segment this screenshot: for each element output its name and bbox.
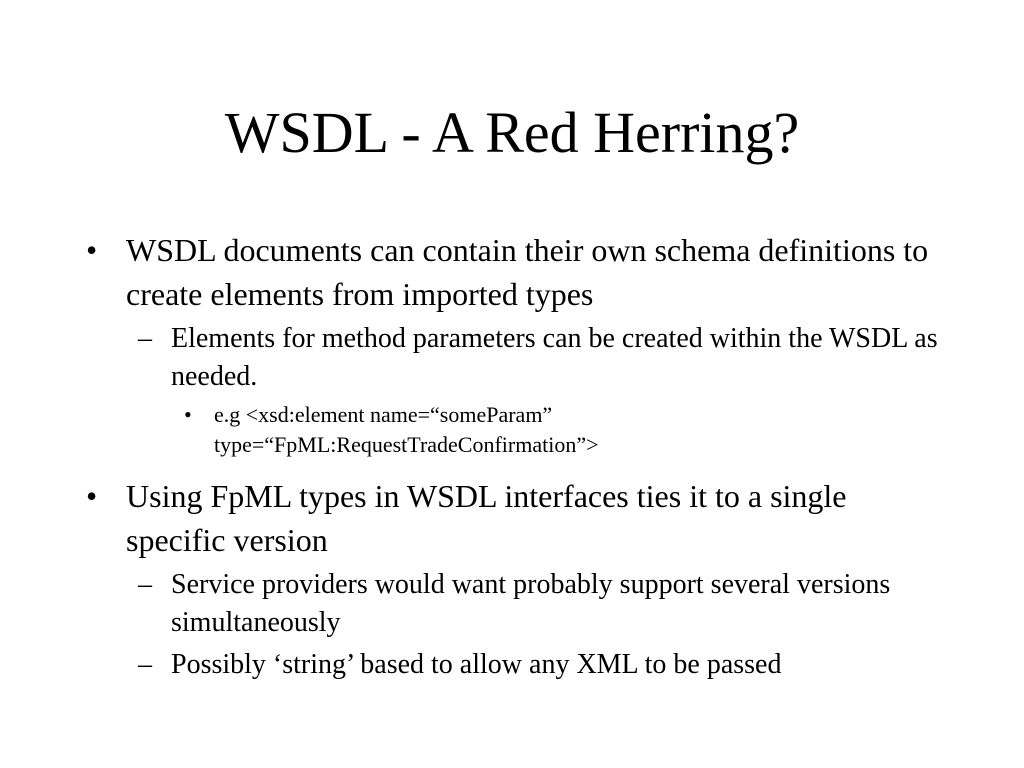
sub-bullet-text: Service providers would want probably support several versions simultaneously: [171, 569, 891, 638]
bullet-item: [86, 474, 946, 562]
sub-bullet-text: Possibly ‘string’ based to allow any XML to be passed: [171, 649, 782, 680]
sub-sub-bullet-item: [184, 400, 946, 460]
sub-bullet-item: [138, 646, 946, 684]
dash-marker: –: [138, 323, 152, 354]
slide-title: WSDL - A Red Herring?: [224, 100, 800, 165]
dash-marker: –: [138, 649, 152, 680]
bullet-marker: •: [86, 232, 98, 268]
bullet-text: Using FpML types in WSDL interfaces ties it to a single specific version: [126, 478, 847, 558]
bullet-item: [86, 228, 946, 316]
sub-bullet-item: [138, 320, 946, 396]
bullet-marker: •: [86, 478, 98, 514]
code-line: e.g <xsd:element name=“someParam”: [214, 402, 553, 427]
sub-bullet-text: Elements for method parameters can be created within the WSDL as needed.: [171, 323, 938, 392]
bullet-marker: •: [184, 402, 192, 427]
sub-bullet-item: [138, 566, 946, 642]
code-line: type=“FpML:RequestTradeConfirmation”>: [214, 432, 599, 457]
bullet-list: [86, 228, 946, 688]
dash-marker: –: [138, 569, 152, 600]
bullet-text: WSDL documents can contain their own schema definitions to create elements from imported types: [126, 232, 929, 312]
